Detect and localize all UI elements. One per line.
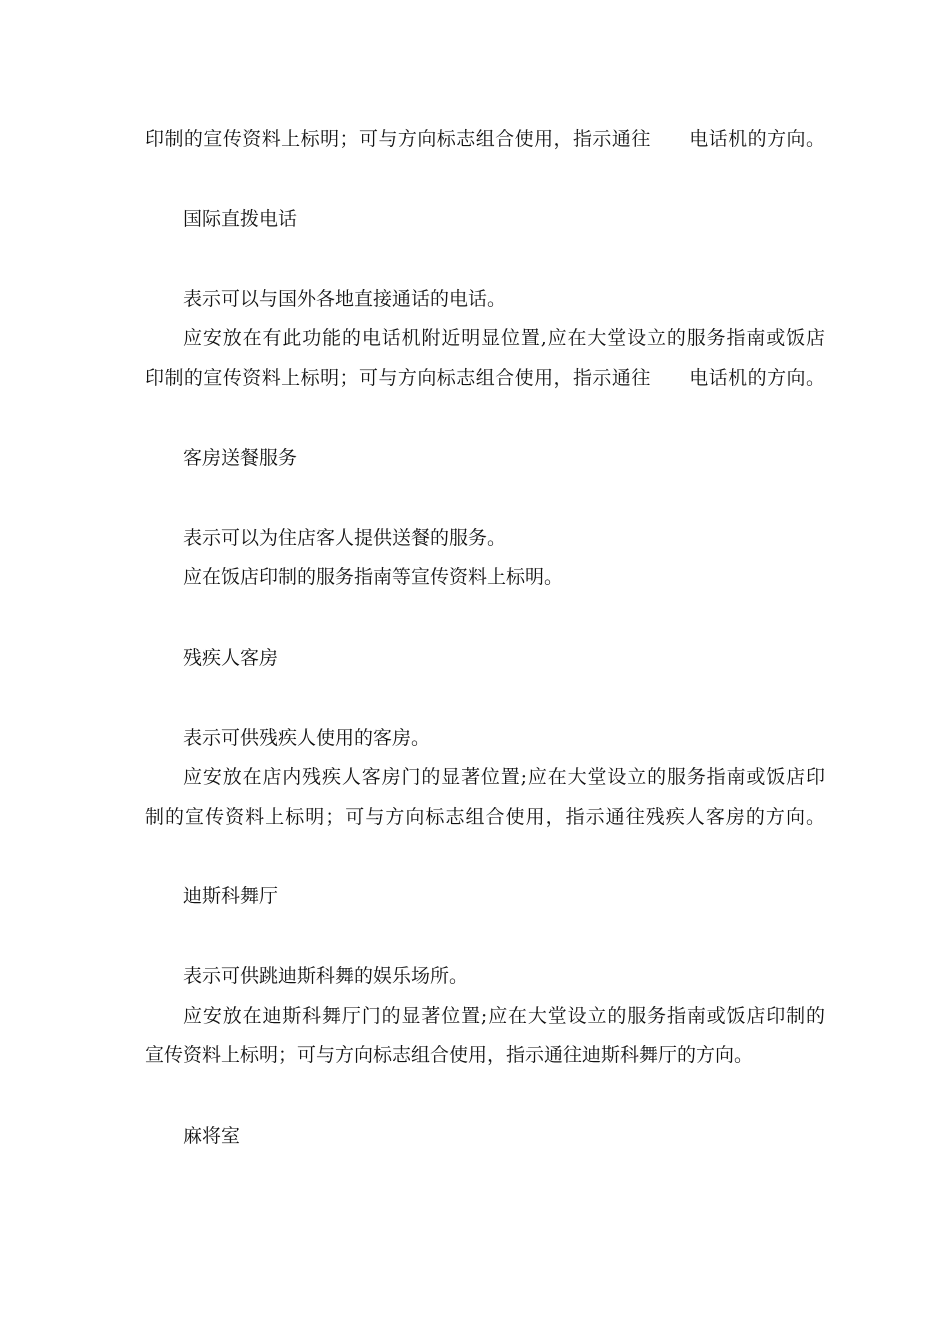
section-heading: 迪斯科舞厅 (183, 885, 279, 907)
paragraph-line: 应安放在有此功能的电话机附近明显位置,应在大堂设立的服务指南或饭店 (183, 327, 825, 349)
line-text-after-gap: 电话机的方向。 (688, 128, 825, 150)
paragraph-line: 制的宣传资料上标明；可与方向标志组合使用，指示通往残疾人客房的方向。 (145, 806, 825, 828)
section-heading: 国际直拨电话 (183, 208, 298, 230)
paragraph-line: 表示可供残疾人使用的客房。 (183, 727, 431, 749)
paragraph-line: 应安放在店内残疾人客房门的显著位置;应在大堂设立的服务指南或饭店印 (183, 766, 825, 788)
paragraph-line (145, 127, 825, 151)
line-text-after-gap: 电话机的方向。 (688, 367, 825, 389)
paragraph-line: 应在饭店印制的服务指南等宣传资料上标明。 (183, 566, 564, 588)
paragraph-line: 表示可供跳迪斯科舞的娱乐场所。 (183, 965, 469, 987)
section-heading: 残疾人客房 (183, 647, 279, 669)
paragraph-line: 宣传资料上标明；可与方向标志组合使用，指示通往迪斯科舞厅的方向。 (145, 1044, 754, 1066)
paragraph-line: 表示可以与国外各地直接通话的电话。 (183, 288, 507, 310)
section-heading: 麻将室 (183, 1125, 241, 1147)
paragraph-line (145, 366, 825, 390)
section-heading: 客房送餐服务 (183, 447, 298, 469)
paragraph-line: 应安放在迪斯科舞厅门的显著位置;应在大堂设立的服务指南或饭店印制的 (183, 1005, 825, 1027)
line-text-before-gap: 印制的宣传资料上标明；可与方向标志组合使用，指示通往 (145, 367, 651, 389)
paragraph-line: 表示可以为住店客人提供送餐的服务。 (183, 527, 507, 549)
line-text-before-gap: 印制的宣传资料上标明；可与方向标志组合使用，指示通往 (145, 128, 651, 150)
